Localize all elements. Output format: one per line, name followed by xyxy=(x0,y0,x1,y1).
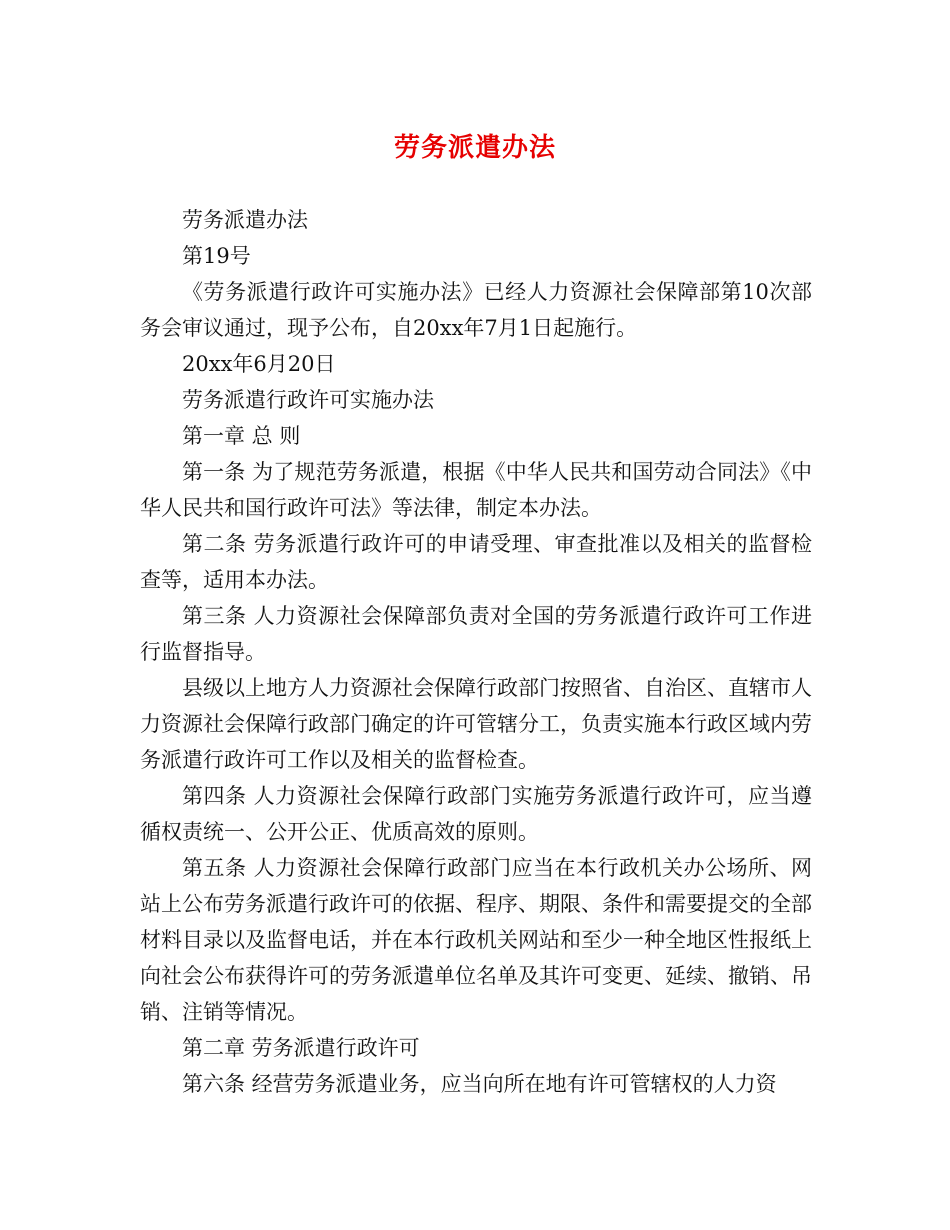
article-2: 第二条 劳务派遣行政许可的申请受理、审查批准以及相关的监督检查等，适用本办法。 xyxy=(140,532,812,592)
paragraph-regulation-title: 劳务派遣行政许可实施办法 xyxy=(182,388,434,412)
paragraph-date: 20xx年6月20日 xyxy=(182,352,336,376)
article-3: 第三条 人力资源社会保障部负责对全国的劳务派遣行政许可工作进行监督指导。 xyxy=(140,604,812,664)
paragraph-heading: 劳务派遣办法 xyxy=(182,208,308,232)
article-6: 第六条 经营劳务派遣业务，应当向所在地有许可管辖权的人力资 xyxy=(182,1072,777,1096)
article-3-clause-2: 县级以上地方人力资源社会保障行政部门按照省、自治区、直辖市人力资源社会保障行政部门确定的许可管辖分工，负责实施本行政区域内劳务派遣行政许可工作以及相关的监督检查。 xyxy=(140,676,812,772)
document-title: 劳务派遣办法 xyxy=(393,133,556,163)
article-1: 第一条 为了规范劳务派遣，根据《中华人民共和国劳动合同法》《中华人民共和国行政许可法》等法律，制定本办法。 xyxy=(140,460,812,520)
article-4: 第四条 人力资源社会保障行政部门实施劳务派遣行政许可，应当遵循权责统一、公开公正、优质高效的原则。 xyxy=(140,784,812,844)
document-body xyxy=(140,202,812,1102)
article-5: 第五条 人力资源社会保障行政部门应当在本行政机关办公场所、网站上公布劳务派遣行政许可的依据、程序、期限、条件和需要提交的全部材料目录以及监督电话，并在本行政机关网站和至少一种全地区性报纸上向社会公布获得许可的劳务派遣单位名单及其许可变更、延续、撤销、吊销、注销等情况。 xyxy=(140,856,812,1024)
paragraph-announcement: 《劳务派遣行政许可实施办法》已经人力资源社会保障部第10次部务会审议通过，现予公布，自20xx年7月1日起施行。 xyxy=(140,280,812,340)
chapter-1-heading: 第一章 总 则 xyxy=(182,424,301,448)
chapter-2-heading: 第二章 劳务派遣行政许可 xyxy=(182,1036,420,1060)
paragraph-order-number: 第19号 xyxy=(182,244,251,268)
